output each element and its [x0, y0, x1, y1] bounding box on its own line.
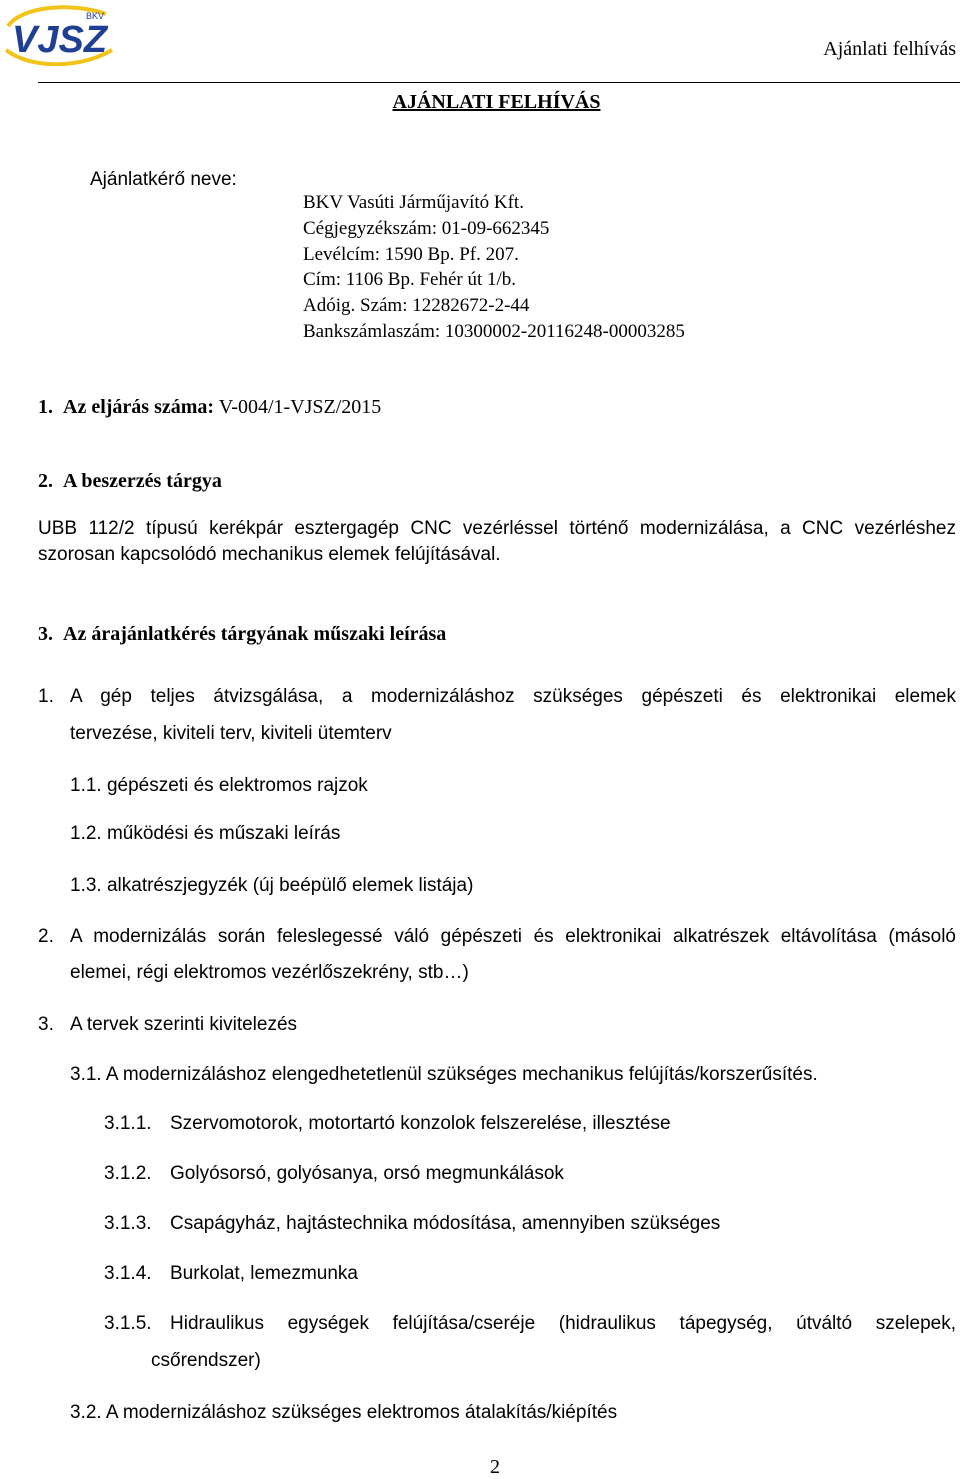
item-1-3: 1.3. alkatrészjegyzék (új beépülő elemek listája) [70, 875, 474, 896]
logo-badge: BKV [86, 11, 105, 21]
item-3-1: 3.1. A modernizáláshoz elengedhetetlenül szükséges mechanikus felújítás/korszerűsítés. [70, 1064, 818, 1085]
item-3-1-3-number: 3.1.3. [104, 1213, 152, 1234]
section-2-text-line: szorosan kapcsolódó mechanikus elemek felújításával. [38, 544, 501, 565]
header-divider [38, 82, 960, 83]
item-2-text-line: A modernizálás során feleslegessé váló gépészeti és elektronikai alkatrészek eltávolítása (másoló [70, 926, 956, 947]
section-3-title: Az árajánlatkérés tárgyának műszaki leírása [63, 623, 447, 645]
item-2-text-line: elemei, régi elektromos vezérlőszekrény, stb…) [70, 962, 469, 983]
item-3-1-1-number: 3.1.1. [104, 1113, 152, 1134]
page-number: 2 [490, 1456, 500, 1478]
section-2-text-line: UBB 112/2 típusú kerékpár esztergagép CNC vezérléssel történő modernizálása, a CNC vezérléshez [38, 518, 956, 539]
item-1-2: 1.2. működési és műszaki leírás [70, 823, 341, 844]
item-3-1-5-text-line: csőrendszer) [151, 1350, 261, 1371]
item-3-1-5-number: 3.1.5. [104, 1313, 152, 1334]
item-3-1-2-number: 3.1.2. [104, 1163, 152, 1184]
section-2-title: A beszerzés tárgya [63, 470, 222, 492]
requester-line: Adóig. Szám: 12282672-2-44 [303, 295, 530, 316]
section-1-number: 1. [38, 396, 53, 418]
section-1 [38, 396, 381, 419]
item-1-text-line: A gép teljes átvizsgálása, a modernizáláshoz szükséges gépészeti és elektronikai elemek [70, 686, 956, 707]
requester-line: Levélcím: 1590 Bp. Pf. 207. [303, 244, 519, 265]
section-2-number: 2. [38, 470, 53, 492]
item-3-1-2-text: Golyósorsó, golyósanya, orsó megmunkálások [170, 1163, 564, 1184]
item-1-1: 1.1. gépészeti és elektromos rajzok [70, 775, 368, 796]
company-logo [2, 4, 114, 66]
section-1-value: V-004/1-VJSZ/2015 [218, 396, 382, 418]
header-title: Ajánlati felhívás [823, 38, 956, 60]
item-3-number: 3. [38, 1014, 54, 1035]
section-3-heading [38, 623, 446, 646]
item-3-1-1-text: Szervomotorok, motortartó konzolok felszerelése, illesztése [170, 1113, 671, 1134]
logo-text: VJSZ [12, 19, 108, 61]
item-1-number: 1. [38, 686, 54, 707]
requester-line: Cím: 1106 Bp. Fehér út 1/b. [303, 269, 517, 290]
requester-label: Ajánlatkérő neve: [90, 169, 237, 190]
requester-line: Bankszámlaszám: 10300002-20116248-00003285 [303, 321, 685, 342]
item-3-1-5-text-line: Hidraulikus egységek felújítása/cseréje (hidraulikus tápegység, útváltó szelepek, [170, 1313, 956, 1334]
requester-line: Cégjegyzékszám: 01-09-662345 [303, 218, 550, 239]
requester-line: BKV Vasúti Járműjavító Kft. [303, 192, 524, 213]
item-1-text-line: tervezése, kiviteli terv, kiviteli ütemterv [70, 723, 392, 744]
section-2-heading [38, 470, 222, 493]
item-3-text: A tervek szerinti kivitelezés [70, 1014, 298, 1035]
document-title: AJÁNLATI FELHÍVÁS [392, 91, 601, 113]
item-3-1-3-text: Csapágyház, hajtástechnika módosítása, amennyiben szükséges [170, 1213, 721, 1234]
item-3-1-4-text: Burkolat, lemezmunka [170, 1263, 358, 1284]
section-1-label: Az eljárás száma: [63, 396, 215, 418]
item-3-2: 3.2. A modernizáláshoz szükséges elektromos átalakítás/kiépítés [70, 1402, 618, 1423]
item-3-1-4-number: 3.1.4. [104, 1263, 152, 1284]
section-3-number: 3. [38, 623, 53, 645]
item-2-number: 2. [38, 926, 54, 947]
